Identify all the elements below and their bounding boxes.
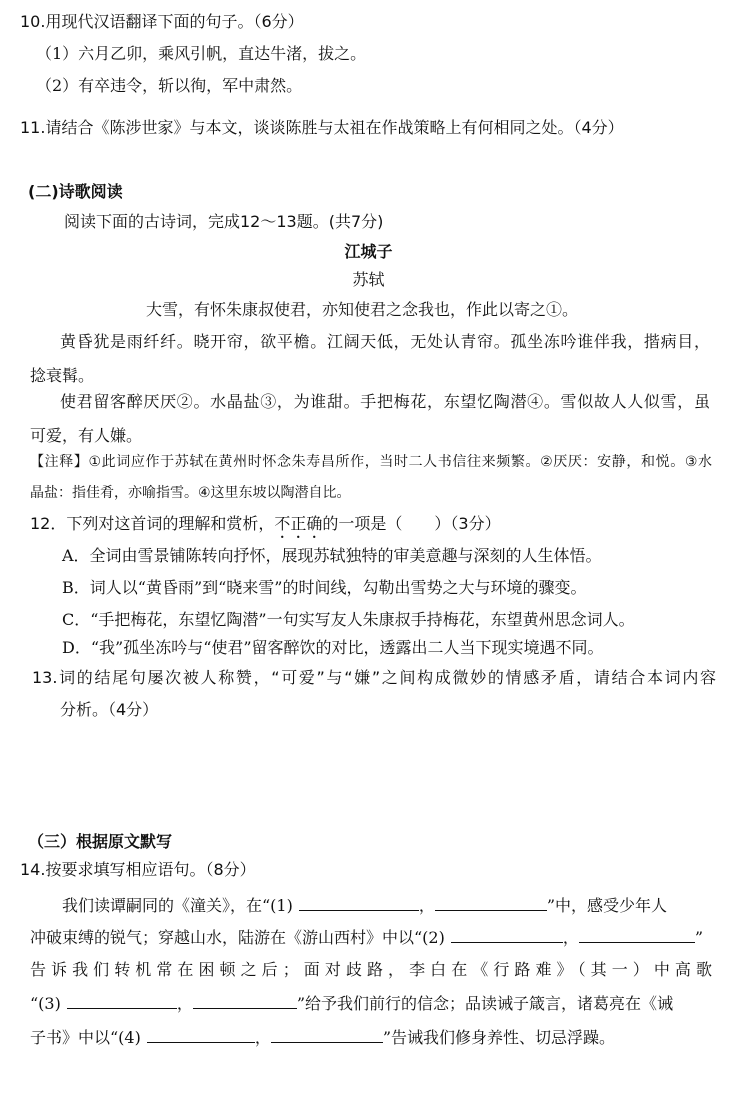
q14-line5: 子书》中以“(4) ， ”告诫我们修身养性、切忌浮躁。 xyxy=(30,1028,616,1047)
poem-notes-line1: 【注释】①此词应作于苏轼在黄州时怀念朱寿昌所作，当时二人书信往来频繁。②厌厌：安静，和悦。③水 xyxy=(30,454,712,470)
blank-4a[interactable] xyxy=(147,1026,255,1043)
blank-1a[interactable] xyxy=(299,894,419,911)
q14-line1: 我们读谭嗣同的《潼关》，在“(1) ， ”中，感受少年人 xyxy=(62,896,668,915)
poem-notes-line2: 晶盐：指佳肴，亦喻指雪。④这里东坡以陶潜自比。 xyxy=(30,485,351,501)
q14-line4: “(3) ， ”给予我们前行的信念；品读诫子箴言，诸葛亮在《诫 xyxy=(30,994,674,1013)
blank-1b[interactable] xyxy=(435,894,547,911)
poem-author: 苏轼 xyxy=(352,270,385,289)
poem-title: 江城子 xyxy=(344,242,393,261)
q14-title: 14.按要求填写相应语句。（8分） xyxy=(20,860,256,879)
blank-2a[interactable] xyxy=(451,926,563,943)
blank-3a[interactable] xyxy=(67,992,177,1009)
section3-heading: （三）根据原文默写 xyxy=(28,832,173,851)
q10-item-1: （1）六月乙卯，乘风引帆，直达牛渚，拔之。 xyxy=(36,44,367,63)
q10-item-2: （2）有卒违令，斩以徇，军中肃然。 xyxy=(36,76,303,95)
poem-stanza1-line2: 捻衰髯。 xyxy=(30,366,95,385)
q11-text: 11.请结合《陈涉世家》与本文，谈谈陈胜与太祖在作战策略上有何相同之处。（4分） xyxy=(20,118,624,137)
q12-stem-emphasis: 不正确 xyxy=(274,514,323,533)
poem-preface: 大雪，有怀朱康叔使君，亦知使君之念我也，作此以寄之①。 xyxy=(146,300,579,319)
q14-line2: 冲破束缚的锐气；穿越山水，陆游在《游山西村》中以“(2) ， ” xyxy=(30,928,704,947)
poem-stanza1-line1: 黄昏犹是雨纤纤。晓开帘，欲平檐。江阔天低，无处认青帘。孤坐冻吟谁伴我，揩病目， xyxy=(60,332,710,351)
blank-3b[interactable] xyxy=(193,992,297,1009)
blank-2b[interactable] xyxy=(579,926,695,943)
blank-4b[interactable] xyxy=(271,1026,383,1043)
q12-option-a: A．全词由雪景铺陈转向抒怀，展现苏轼独特的审美意趣与深刻的人生体悟。 xyxy=(62,546,602,565)
poem-stanza2-line2: 可爱，有人嫌。 xyxy=(30,426,143,445)
q13-line2: 分析。（4分） xyxy=(60,700,159,719)
poem-stanza2-line1: 使君留客醉厌厌②。水晶盐③，为谁甜。手把梅花，东望忆陶潜④。雪似故人人似雪，虽 xyxy=(60,392,710,411)
q12-stem xyxy=(30,514,501,542)
section2-heading: (二)诗歌阅读 xyxy=(28,182,123,201)
section2-instruction: 阅读下面的古诗词，完成12～13题。(共7分) xyxy=(64,212,384,231)
q12-option-c: C．“手把梅花，东望忆陶潜”一句实写友人朱康叔手持梅花，东望黄州思念词人。 xyxy=(62,610,635,629)
q12-stem-prefix: 12．下列对这首词的理解和赏析， xyxy=(30,514,275,533)
q10-title: 10.用现代汉语翻译下面的句子。（6分） xyxy=(20,12,304,31)
q12-stem-suffix: 的一项是（ ）（3分） xyxy=(322,514,501,533)
q13-line1: 13.词的结尾句屡次被人称赞，“可爱”与“嫌”之间构成微妙的情感矛盾，请结合本词内容 xyxy=(32,668,716,687)
q12-option-b: B．词人以“黄昏雨”到“晓来雪”的时间线，勾勒出雪势之大与环境的骤变。 xyxy=(62,578,587,597)
q14-line3: 告诉我们转机常在困顿之后；面对歧路，李白在《行路难》（其一）中高歌 xyxy=(30,960,712,979)
q12-option-d: D．“我”孤坐冻吟与“使君”留客醉饮的对比，透露出二人当下现实境遇不同。 xyxy=(62,638,604,657)
